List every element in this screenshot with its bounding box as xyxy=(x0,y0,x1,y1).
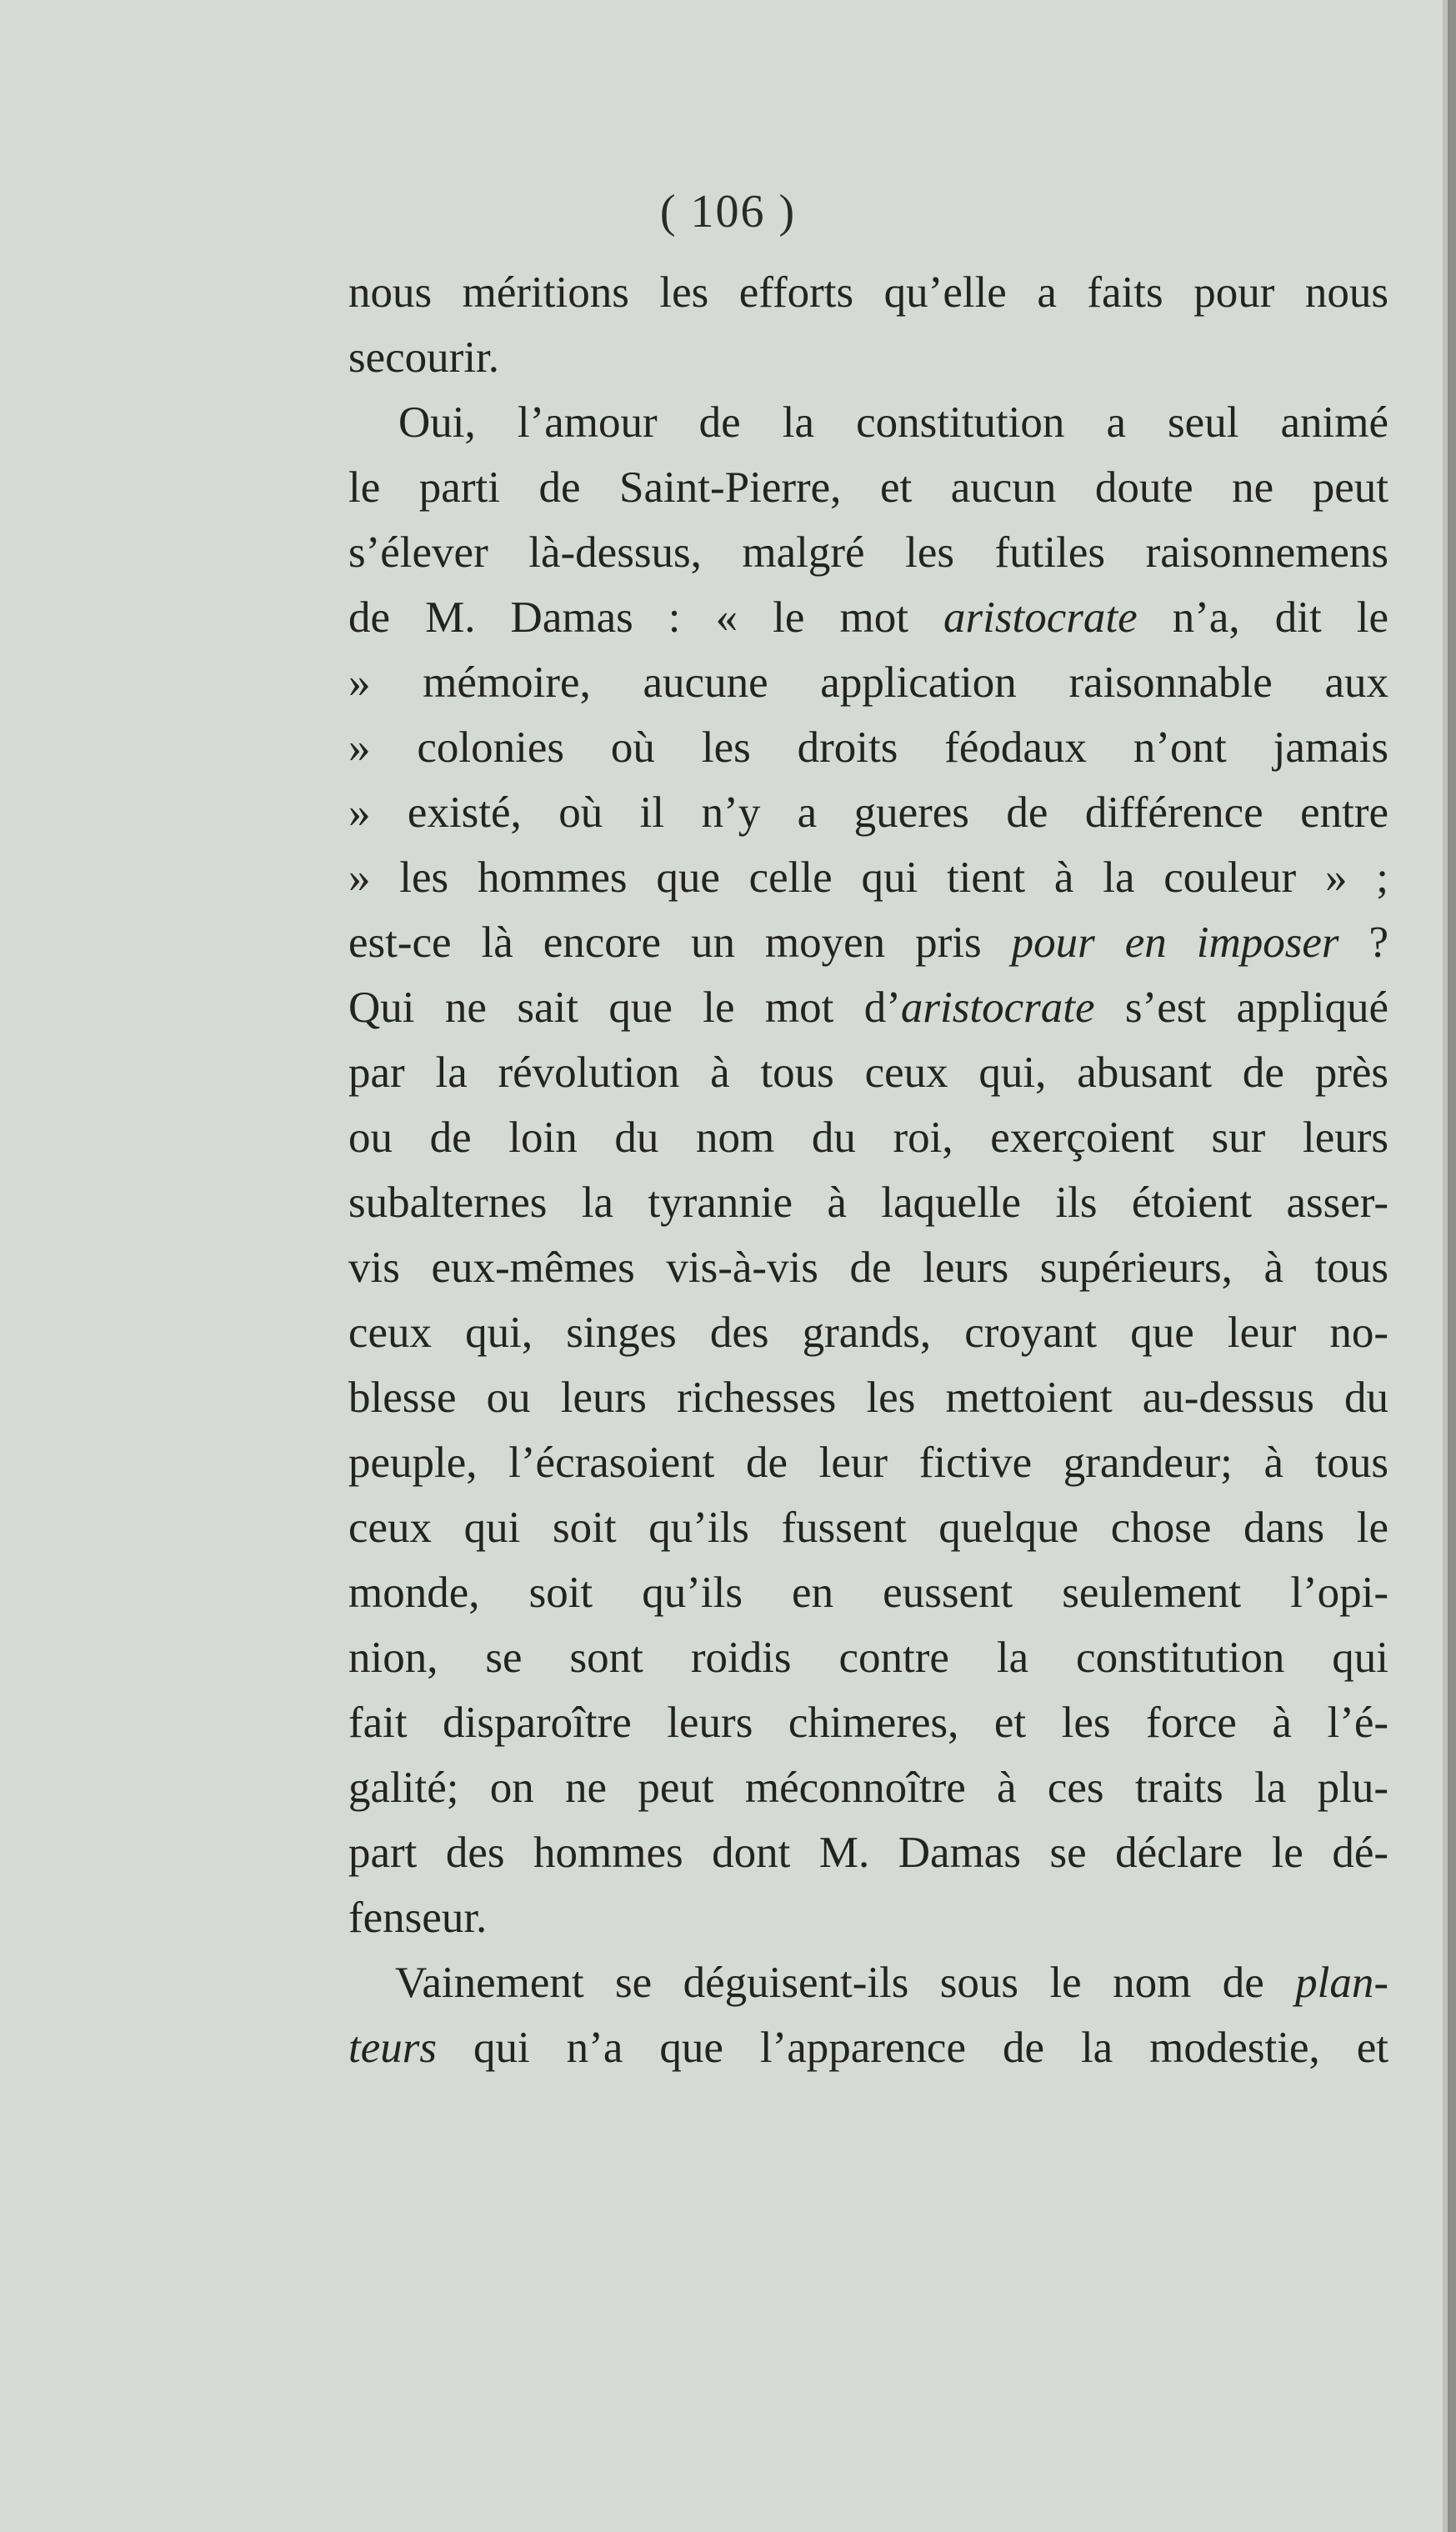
page-number: ( 106 ) xyxy=(659,186,797,238)
text-line: peuple, l’écrasoient de leur fictive grandeur; à tous xyxy=(348,1439,1388,1487)
text-run: est-ce là encore un moyen pris xyxy=(348,918,1012,967)
text-line: fenseur. xyxy=(348,1894,488,1942)
text-line: Oui, l’amour de la constitution a seul animé xyxy=(398,398,1388,447)
text-line xyxy=(348,2015,1388,2080)
text-line xyxy=(348,975,1388,1040)
text-line: vis eux-mêmes vis-à-vis de leurs supérieurs, à tous xyxy=(348,1243,1388,1292)
page-edge xyxy=(1448,0,1456,2532)
text-run: Qui ne sait que le mot d’ xyxy=(348,983,901,1032)
text-line: le parti de Saint-Pierre, et aucun doute ne peut xyxy=(348,463,1388,512)
text-run: qui n’a que l’apparence de la modestie, et xyxy=(437,2024,1388,2072)
text-line: blesse ou leurs richesses les mettoient au-dessus du xyxy=(348,1374,1388,1422)
text-line: nous méritions les efforts qu’elle a faits pour nous xyxy=(348,268,1388,317)
text-run: ? xyxy=(1338,918,1388,967)
text-line: galité; on ne peut méconnoître à ces traits la plu- xyxy=(348,1764,1388,1812)
text-run: Vainement se déguisent-ils sous le nom de xyxy=(395,1959,1296,2007)
body-text xyxy=(348,260,1388,2080)
text-line: ou de loin du nom du roi, exerçoient sur leurs xyxy=(348,1113,1388,1162)
text-line xyxy=(348,585,1388,650)
text-line: » les hommes que celle qui tient à la couleur » ; xyxy=(348,853,1388,902)
text-line: par la révolution à tous ceux qui, abusant de près xyxy=(348,1048,1388,1097)
text-line: fait disparoître leurs chimeres, et les force à l’é- xyxy=(348,1699,1388,1747)
text-run: n’a, dit le xyxy=(1137,593,1388,642)
text-line: » mémoire, aucune application raisonnable aux xyxy=(348,658,1388,707)
text-line: » colonies où les droits féodaux n’ont jamais xyxy=(348,723,1388,772)
text-line: monde, soit qu’ils en eussent seulement l’opi- xyxy=(348,1569,1388,1617)
italic-term: aristocrate xyxy=(943,593,1138,642)
text-line xyxy=(348,1950,1388,2015)
italic-term: teurs xyxy=(348,2024,437,2072)
text-line xyxy=(348,910,1388,975)
text-line: subalternes la tyrannie à laquelle ils étoient asser- xyxy=(348,1178,1388,1227)
text-run: de M. Damas : « le mot xyxy=(348,593,944,642)
text-line: ceux qui soit qu’ils fussent quelque chose dans le xyxy=(348,1504,1388,1552)
text-run: s’est appliqué xyxy=(1094,983,1388,1032)
italic-term: aristocrate xyxy=(900,983,1095,1032)
text-line: s’élever là-dessus, malgré les futiles raisonnemens xyxy=(348,528,1388,577)
italic-term: plan- xyxy=(1295,1959,1388,2007)
text-line: secourir. xyxy=(348,333,500,382)
text-line: » existé, où il n’y a gueres de différence entre xyxy=(348,788,1388,837)
text-line: nion, se sont roidis contre la constitution qui xyxy=(348,1634,1388,1682)
text-line: part des hommes dont M. Damas se déclare le dé- xyxy=(348,1829,1388,1877)
italic-term: pour en imposer xyxy=(1011,918,1339,967)
text-line: ceux qui, singes des grands, croyant que leur no- xyxy=(348,1309,1388,1357)
